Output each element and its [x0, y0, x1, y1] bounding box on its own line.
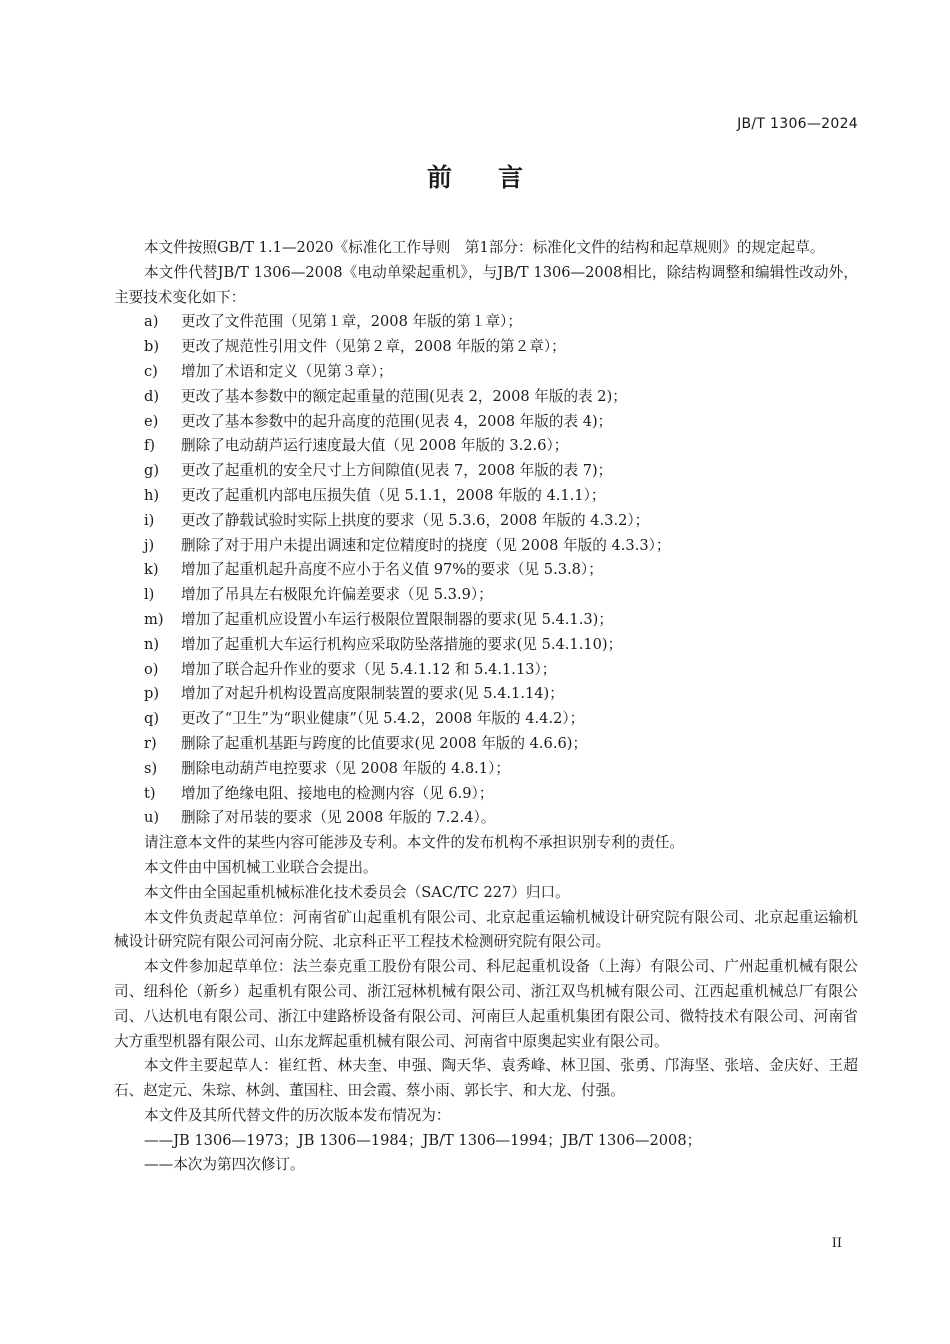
list-item-label: a) — [144, 313, 159, 331]
list-item — [114, 707, 858, 732]
list-item — [114, 385, 858, 410]
list-item — [114, 335, 858, 360]
list-item-text: 更改了“卫生”为“职业健康”（见 5.4.2，2008 年版的 4.4.2）； — [181, 710, 585, 728]
list-item-text: 更改了起重机的安全尺寸上方间隙值(见表 7，2008 年版的表 7)； — [181, 462, 613, 480]
list-item-label: f) — [144, 437, 156, 455]
list-item — [114, 658, 858, 683]
main-drafters-paragraph: 本文件主要起草人：崔红哲、林夫奎、申强、陶天华、袁秀峰、林卫国、张勇、邝海坚、张培、金庆好、王超石、赵定元、朱琮、林剑、董国柱、田会霞、蔡小雨、郭长宇、和大龙、付强。 — [114, 1057, 858, 1100]
list-item-label: h) — [144, 486, 160, 504]
list-item-label: b) — [144, 338, 160, 356]
intro-paragraph: 本文件代替JB/T 1306—2008《电动单梁起重机》，与JB/T 1306—2008相比，除结构调整和编辑性改动外，主要技术变化如下： — [114, 263, 858, 306]
list-item-label: p) — [144, 685, 160, 703]
history-item: ——JB 1306—1973；JB 1306—1984；JB/T 1306—1994；JB/T 1306—2008； — [144, 1131, 702, 1149]
committee-paragraph: 本文件由全国起重机械标准化技术委员会（SAC/TC 227）归口。 — [144, 883, 570, 901]
list-item — [114, 360, 858, 385]
list-item-text: 增加了绝缘电阻、接地电的检测内容（见 6.9）； — [181, 784, 494, 802]
list-item-label: g) — [144, 462, 160, 480]
list-item-text: 增加了吊具左右极限允许偏差要求（见 5.3.9）； — [181, 586, 493, 604]
list-item-label: s) — [144, 759, 158, 777]
list-item-text: 增加了对起升机构设置高度限制装置的要求(见 5.4.1.14)； — [181, 685, 564, 703]
list-item-label: d) — [144, 387, 160, 405]
list-item-text: 更改了起重机内部电压损失值（见 5.1.1，2008 年版的 4.1.1）； — [181, 486, 606, 504]
list-item-text: 增加了起重机起升高度不应小于名义值 97%的要求（见 5.3.8）； — [181, 561, 603, 579]
list-item — [114, 534, 858, 559]
list-item — [114, 459, 858, 484]
list-item — [114, 410, 858, 435]
list-item — [114, 806, 858, 831]
intro-paragraph: 本文件按照GB/T 1.1—2020《标准化工作导则 第1部分：标准化文件的结构和起草规则》的规定起草。 — [144, 239, 825, 256]
list-item-label: c) — [144, 362, 158, 380]
participating-drafters-paragraph: 本文件参加起草单位：法兰泰克重工股份有限公司、科尼起重机设备（上海）有限公司、广州起重机械有限公司、纽科伦（新乡）起重机有限公司、浙江冠林机械有限公司、浙江双鸟机械有限公司、江西起重机械总厂有限公司、八达机电有限公司、浙江中建路桥设备有限公司、河南巨人起重机集团有限公司、微特技术有限公司、河南省大方重型机器有限公司、山东龙辉起重机械有限公司、河南省中原奥起实业有限公司。 — [114, 958, 858, 1050]
list-item — [114, 484, 858, 509]
patent-notice: 请注意本文件的某些内容可能涉及专利。本文件的发布机构不承担识别专利的责任。 — [144, 834, 684, 852]
list-item-label: u) — [144, 809, 160, 827]
list-item-text: 删除了起重机基距与跨度的比值要求(见 2008 年版的 4.6.6)； — [181, 734, 588, 752]
list-item-label: i) — [144, 511, 155, 529]
list-item-text: 删除了对吊装的要求（见 2008 年版的 7.2.4）。 — [181, 809, 496, 827]
list-item-label: q) — [144, 710, 160, 728]
list-item-label: k) — [144, 561, 159, 579]
lead-drafters-paragraph: 本文件负责起草单位：河南省矿山起重机有限公司、北京起重运输机械设计研究院有限公司、北京起重运输机械设计研究院有限公司河南分院、北京科正平工程技术检测研究院有限公司。 — [114, 908, 858, 951]
list-item — [114, 558, 858, 583]
list-item — [114, 782, 858, 807]
list-item — [114, 608, 858, 633]
list-item-label: j) — [144, 536, 155, 554]
list-item-text: 更改了规范性引用文件（见第２章，2008 年版的第２章）； — [181, 338, 566, 356]
list-item — [114, 509, 858, 534]
proposer-paragraph: 本文件由中国机械工业联合会提出。 — [144, 858, 378, 876]
list-item-text: 删除了对于用户未提出调速和定位精度时的挠度（见 2008 年版的 4.3.3）； — [181, 536, 671, 554]
list-item-text: 增加了起重机大车运行机构应采取防坠落措施的要求(见 5.4.1.10)； — [181, 635, 623, 653]
list-item-label: o) — [144, 660, 159, 678]
list-item-text: 增加了起重机应设置小车运行极限位置限制器的要求(见 5.4.1.3)； — [181, 610, 613, 628]
history-intro-paragraph: 本文件及其所代替文件的历次版本发布情况为： — [144, 1106, 451, 1124]
standard-code: JB/T 1306—2024 — [737, 116, 858, 132]
list-item-label: n) — [144, 635, 160, 653]
document-body — [114, 236, 858, 1178]
list-item — [114, 682, 858, 707]
changes-list — [114, 310, 858, 831]
list-item-text: 删除了电动葫芦运行速度最大值（见 2008 年版的 3.2.6）； — [181, 437, 569, 455]
history-list — [114, 1129, 858, 1179]
list-item-label: m) — [144, 610, 164, 628]
list-item-label: l) — [144, 586, 155, 604]
list-item-label: e) — [144, 412, 159, 430]
list-item-label: r) — [144, 734, 157, 752]
list-item — [114, 583, 858, 608]
list-item — [114, 633, 858, 658]
history-item: ——本次为第四次修订。 — [144, 1156, 305, 1174]
list-item — [114, 434, 858, 459]
list-item — [114, 732, 858, 757]
list-item-text: 删除电动葫芦电控要求（见 2008 年版的 4.8.1）； — [181, 759, 510, 777]
list-item-text: 增加了术语和定义（见第３章）； — [181, 362, 393, 380]
list-item-text: 更改了基本参数中的额定起重量的范围(见表 2，2008 年版的表 2)； — [181, 387, 627, 405]
list-item — [114, 757, 858, 782]
list-item — [114, 310, 858, 335]
page-title: 前言 — [426, 163, 569, 192]
list-item-text: 增加了联合起升作业的要求（见 5.4.1.12 和 5.4.1.13）； — [181, 660, 557, 678]
list-item-text: 更改了文件范围（见第１章，2008 年版的第１章）； — [181, 313, 522, 331]
list-item-label: t) — [144, 784, 156, 802]
list-item-text: 更改了静载试验时实际上拱度的要求（见 5.3.6，2008 年版的 4.3.2）； — [181, 511, 650, 529]
list-item-text: 更改了基本参数中的起升高度的范围(见表 4，2008 年版的表 4)； — [181, 412, 613, 430]
page-number: II — [831, 1236, 842, 1251]
